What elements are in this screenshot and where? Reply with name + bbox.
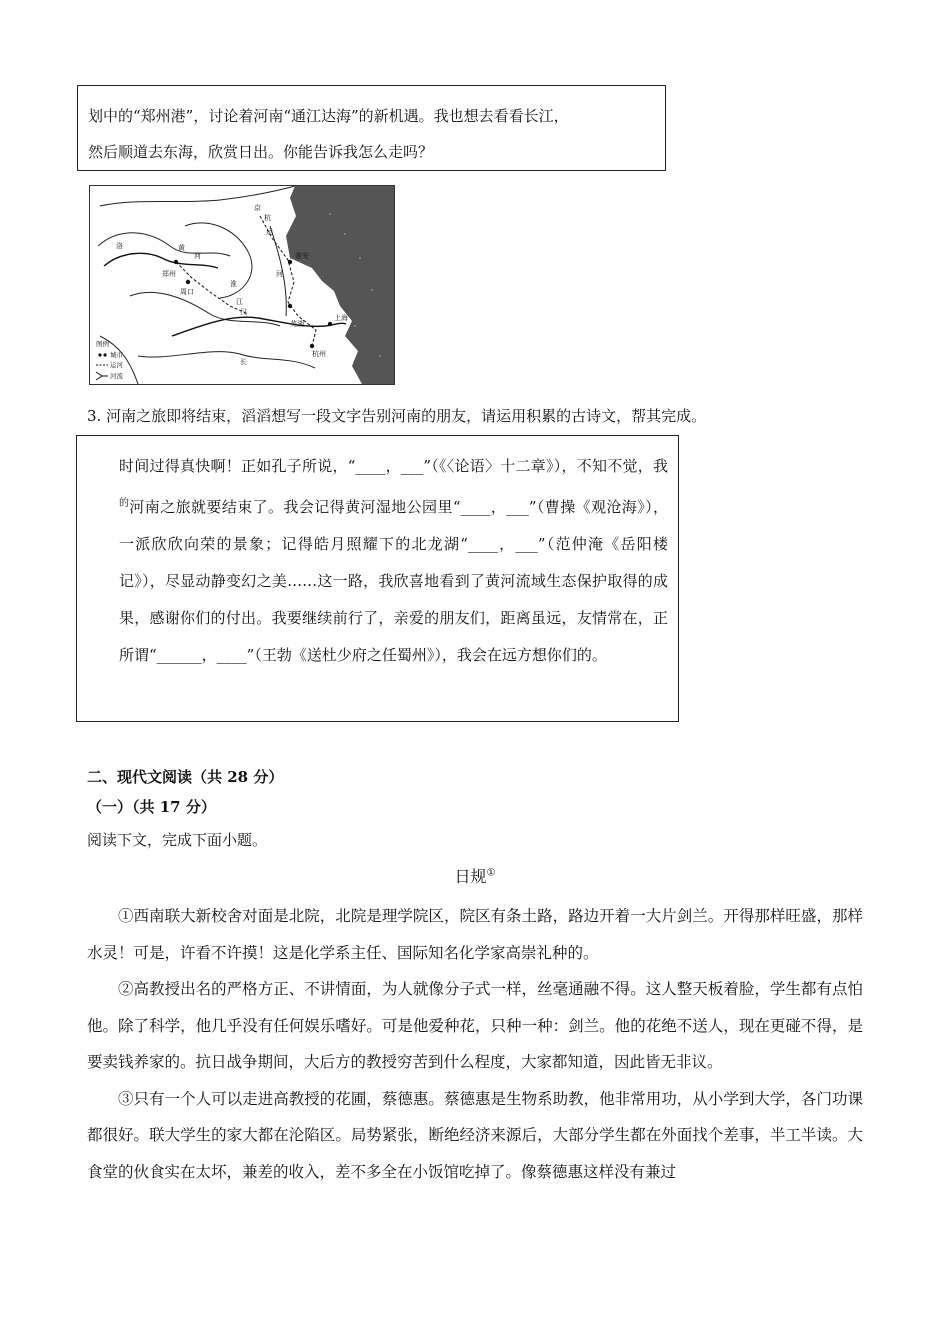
map-label: 上海	[334, 314, 348, 322]
map-label: 淮	[230, 280, 237, 288]
map-label: 洛	[116, 242, 123, 250]
article-paragraph: ①西南联大新校舍对面是北院，北院是理学院区，院区有条土路，路边开着一大片剑兰。开得那样旺盛，那样水灵！可是，许看不许摸！这是化学系主任、国际知名化学家高崇礼种的。	[87, 907, 863, 962]
map-legend	[96, 339, 124, 380]
poem-superscript: 的	[119, 498, 130, 509]
article-title: 日规①	[454, 867, 496, 886]
map-label: 芜湖	[290, 320, 304, 328]
svg-text:河流: 河流	[110, 372, 123, 380]
subsection-heading: （一）（共 17 分）	[87, 798, 216, 816]
map-label: 运	[266, 228, 273, 236]
map-label: 江	[236, 298, 243, 306]
title-footnote-mark: ①	[486, 867, 496, 879]
article-body	[87, 898, 863, 1190]
map-label: 河	[276, 270, 283, 278]
question-3: 3. 河南之旅即将结束，滔滔想写一段文字告别河南的朋友，请运用积累的古诗文，帮其完成。	[87, 407, 707, 425]
map-svg	[90, 186, 394, 384]
map-label: 杭	[264, 214, 271, 222]
map-image	[89, 185, 395, 385]
article-paragraph: ②高教授出名的严格方正、不讲情面，为人就像分子式一样，丝毫通融不得。这人整天板着脸，学生都有点怕他。除了科学，他几乎没有任何娱乐嗜好。可是他爱种花，只种一种：剑兰。他的花绝不送人，现在更碰不得，是要卖钱养家的。抗日战争期间，大后方的教授穷苦到什么程度，大家都知道，因此皆无非议。	[87, 980, 863, 1071]
box-top-line1: 划中的“郑州港”，讨论着河南“通江达海”的新机遇。我也想去看看长江，	[88, 107, 569, 125]
svg-text:运河: 运河	[110, 361, 123, 369]
poem-part1: 时间过得真快啊！正如孔子所说，“____，___”（《〈论语〉十二章》），不知不觉，我	[119, 457, 668, 475]
map-label: 黄	[178, 244, 185, 252]
map-label: 周口	[180, 288, 194, 296]
svg-text:城市: 城市	[110, 351, 123, 359]
map-label: 长	[240, 358, 247, 366]
poem-paragraph	[91, 448, 668, 674]
text-box-poem	[76, 435, 679, 722]
text-box-top	[77, 85, 666, 171]
poem-part2: 河南之旅就要结束了。我会记得黄河湿地公园里“____，___”（曹操《观沧海》），一派欣欣向荣的景象；记得皓月照耀下的北龙湖“____，___”（范仲淹《岳阳楼记》），尽显动静变幻之美……这一路，我欣喜地看到了黄河流域生态保护取得的成果，感谢你们的付出。我要继续前行了，亲爱的朋友们，距离虽远，友情常在，正所谓“______，____”（王勃《送杜少府之任蜀州》），我会在远方想你们的。	[119, 498, 669, 664]
instruction: 阅读下文，完成下面小题。	[87, 831, 268, 849]
svg-text:图例: 图例	[96, 340, 109, 348]
section-heading: 二、现代文阅读（共 28 分）	[87, 768, 284, 786]
map-label: 河	[194, 252, 201, 260]
map-label: 杭州	[312, 350, 326, 358]
map-label: 京	[254, 204, 261, 212]
map-label: 汉	[240, 308, 247, 316]
box-top-line2: 然后顺道去东海，欣赏日出。你能告诉我怎么走吗？	[88, 143, 434, 161]
map-label: 淮安	[295, 252, 309, 260]
article-paragraph: ③只有一个人可以走进高教授的花圃，蔡德惠。蔡德惠是生物系助教，他非常用功，从小学到大学，各门功课都很好。联大学生的家大都在沦陷区。局势紧张，断绝经济来源后，大部分学生都在外面找个差事，半工半读。大食堂的伙食实在太坏，兼差的收入，差不多全在小饭馆吃掉了。像蔡德惠这样没有兼过	[87, 1089, 863, 1181]
map-label: 郑州	[162, 270, 176, 278]
